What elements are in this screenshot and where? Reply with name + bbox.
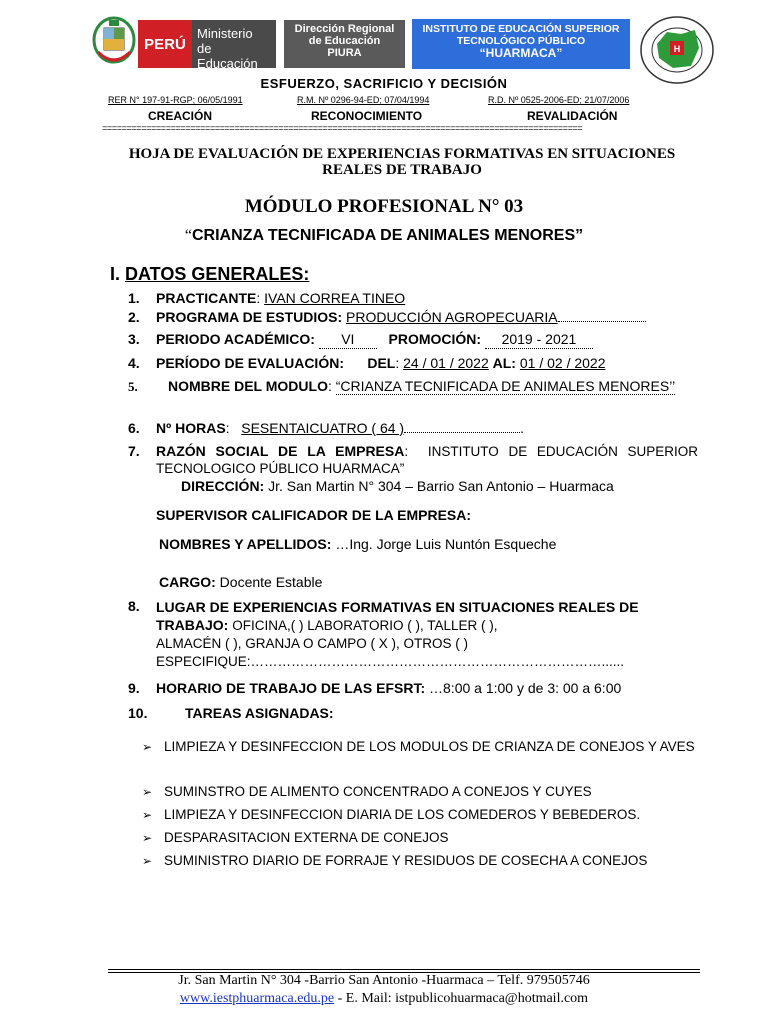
field-label: NOMBRES Y APELLIDOS: <box>159 536 332 552</box>
field-tareas <box>128 705 334 722</box>
field-number: 7. <box>128 443 140 459</box>
inst-line3: “HUARMACA” <box>479 46 563 60</box>
field-value-options-1: OFICINA,( ) LABORATORIO ( ), TALLER ( ), <box>232 618 498 633</box>
module-name-quote: “ <box>184 227 192 244</box>
task-text: SUMINISTRO DIARIO DE FORRAJE Y RESIDUOS DE COSECHA A CONEJOS <box>164 853 648 868</box>
field-number: 8. <box>128 598 140 614</box>
website-link[interactable]: www.iestphuarmaca.edu.pe <box>179 991 335 1006</box>
dre-piura-box <box>284 20 405 68</box>
field-label: PERÍODO DE EVALUACIÓN: <box>156 355 344 371</box>
footer-address: Jr. San Martin N° 304 -Barrio San Antonio -Huarmaca – Telf. 979505746 <box>178 973 590 988</box>
field-number: 4. <box>128 355 140 371</box>
motto: ESFUERZO, SACRIFICIO Y DECISIÓN <box>260 76 508 91</box>
field-label: CARGO: <box>159 574 216 590</box>
field-number: 6. <box>128 420 140 436</box>
field-label-al: AL: <box>492 355 516 371</box>
task-item <box>142 781 702 803</box>
field-nombre-modulo: 5. NOMBRE DEL MODULO: “CRIANZA TECNIFICADA DE ANIMALES MENORES’’ <box>128 378 676 394</box>
field-value: …8:00 a 1:00 y de 3: 00 a 6:00 <box>429 680 622 696</box>
field-number: 5. <box>128 379 138 394</box>
field-label: TAREAS ASIGNADAS: <box>185 705 334 721</box>
field-label: LUGAR DE EXPERIENCIAS FORMATIVAS EN SITUACIONES REALES DE TRABAJO: <box>156 599 639 633</box>
task-text: LIMPIEZA Y DESINFECCION DIARIA DE LOS COMEDEROS Y BEBEDEROS. <box>164 807 641 822</box>
field-value: PRODUCCIÓN AGROPECUARIA <box>346 309 558 325</box>
inst-line2: TECNOLÓGICO PÚBLICO <box>456 35 586 47</box>
ministerio-line2: de Educación <box>197 41 258 71</box>
field-label: NOMBRE DEL MODULO <box>168 378 328 394</box>
task-text: DESPARASITACION EXTERNA DE CONEJOS <box>164 830 449 845</box>
field-value: IVAN CORREA TINEO <box>264 290 406 306</box>
field-number: 1. <box>128 290 140 306</box>
field-direccion <box>181 478 614 495</box>
field-number: 9. <box>128 680 140 696</box>
arrow-bullet-icon: ➢ <box>142 854 153 868</box>
peru-ministerio-logo <box>138 20 276 71</box>
task-item <box>142 850 702 872</box>
field-label: Nº HORAS <box>156 420 226 436</box>
dotted-fill <box>558 321 646 322</box>
peru-label: PERÚ <box>138 20 192 68</box>
field-value-promocion: 2019 - 2021 <box>485 331 593 349</box>
field-label: DIRECCIÓN: <box>181 478 265 494</box>
supervisor-heading <box>156 507 471 524</box>
section-heading-text: DATOS GENERALES: <box>125 264 310 284</box>
ministerio-line1: Ministerio <box>197 26 253 41</box>
dre-line2: de Educación <box>308 35 381 47</box>
document-title <box>112 146 692 178</box>
label-creacion: CREACIÓN <box>148 109 213 123</box>
field-number: 3. <box>128 331 140 347</box>
task-text: LIMPIEZA Y DESINFECCION DE LOS MODULOS DE CRIANZA DE CONEJOS Y AVES <box>164 739 695 754</box>
institute-box <box>412 19 630 69</box>
field-value: INSTITUTO DE EDUCACIÓN SUPERIOR TECNOLOGICO PÚBLICO HUARMACA” <box>156 444 699 476</box>
task-item <box>142 804 702 826</box>
task-item <box>142 736 702 758</box>
arrow-bullet-icon: ➢ <box>142 785 153 799</box>
field-value: SESENTAICUATRO ( 64 ) <box>241 420 405 436</box>
arrow-bullet-icon: ➢ <box>142 740 153 754</box>
inst-line1: INSTITUTO DE EDUCACIÓN SUPERIOR <box>422 23 620 35</box>
field-value: Docente Estable <box>219 574 323 590</box>
document-title-line2: REALES DE TRABAJO <box>322 162 482 178</box>
field-value: VI <box>319 331 377 349</box>
field-label: PROGRAMA DE ESTUDIOS: <box>156 309 343 325</box>
svg-text:H: H <box>673 44 681 54</box>
resolution-reconocimiento: R.M. Nº 0296-94-ED; 07/04/1994 <box>297 95 430 105</box>
field-periodo-evaluacion: 4. PERÍODO DE EVALUACIÓN: DEL: 24 / 01 / 2022 AL: 01 / 02 / 2022 <box>128 355 606 371</box>
module-number: MÓDULO PROFESIONAL N° 03 <box>244 196 524 217</box>
footer-email: - E. Mail: istpublicohuarmaca@hotmail.com <box>334 991 589 1006</box>
field-programa <box>128 309 646 326</box>
resolution-creacion: RER N° 197-91-RGP; 06/05/1991 <box>108 95 243 105</box>
field-value: “CRIANZA TECNIFICADA DE ANIMALES MENORES’’ <box>335 378 676 394</box>
section-roman: I. <box>110 264 126 284</box>
field-label: PRACTICANTE <box>156 290 257 306</box>
field-number: 2. <box>128 309 140 325</box>
arrow-bullet-icon: ➢ <box>142 808 153 822</box>
field-value: Jr. San Martin N° 304 – Barrio San Antonio – Huarmaca <box>268 478 614 494</box>
field-razon-social: 7. RAZÓN SOCIAL DE LA EMPRESA: INSTITUTO DE EDUCACIÓN SUPERIOR TECNOLOGICO PÚBLICO HUARMACA” <box>128 443 699 476</box>
field-horas: 6. Nº HORAS: SESENTAICUATRO ( 64 ) . <box>128 420 524 436</box>
field-practicante: 1. PRACTICANTE: IVAN CORREA TINEO <box>128 290 406 306</box>
field-label: PERIODO ACADÉMICO: <box>156 331 315 347</box>
field-label-del: DEL <box>367 355 396 371</box>
supervisor-heading-text: SUPERVISOR CALIFICADOR DE LA EMPRESA: <box>156 507 472 523</box>
field-value-al: 01 / 02 / 2022 <box>519 355 606 371</box>
resolution-revalidacion: R.D. Nº 0525-2006-ED; 21/07/2006 <box>488 95 630 105</box>
field-horario <box>128 680 621 697</box>
ministerio-label <box>192 20 276 71</box>
section-heading <box>110 264 309 285</box>
field-lugar <box>128 598 698 671</box>
dre-line3: PIURA <box>327 47 362 59</box>
field-number: 10. <box>128 705 148 721</box>
module-name <box>0 227 768 245</box>
peru-coat-of-arms-icon <box>92 16 136 68</box>
field-value: …Ing. Jorge Luis Nuntón Esqueche <box>335 536 557 552</box>
field-label-promocion: PROMOCIÓN: <box>388 331 482 347</box>
arrow-bullet-icon: ➢ <box>142 831 153 845</box>
label-revalidacion: REVALIDACIÓN <box>527 109 618 123</box>
footer-contact <box>0 991 768 1007</box>
separator-line: ================================================================================================== <box>102 124 583 134</box>
document-title-line1: HOJA DE EVALUACIÓN DE EXPERIENCIAS FORMATIVAS EN SITUACIONES <box>128 146 676 162</box>
label-reconocimiento: RECONOCIMIENTO <box>311 109 423 123</box>
field-periodo-academico <box>128 331 593 349</box>
field-label: RAZÓN SOCIAL DE LA EMPRESA <box>156 443 405 459</box>
field-cargo <box>159 574 322 591</box>
field-value-especifique: ESPECIFIQUE:……………………………………………………………………...... <box>156 654 625 669</box>
field-nombres <box>159 536 556 553</box>
field-label: HORARIO DE TRABAJO DE LAS EFSRT: <box>156 680 426 696</box>
task-item <box>142 827 702 849</box>
dotted-fill <box>404 432 520 433</box>
field-value-options-2: ALMACÉN ( ), GRANJA O CAMPO ( X ), OTROS ( ) <box>156 636 469 651</box>
field-value-del: 24 / 01 / 2022 <box>403 355 489 371</box>
footer-divider <box>108 969 700 970</box>
dre-line1: Dirección Regional <box>294 23 395 35</box>
task-text: SUMINSTRO DE ALIMENTO CONCENTRADO A CONEJOS Y CUYES <box>164 784 592 799</box>
module-name-text: CRIANZA TECNIFICADA DE ANIMALES MENORES” <box>192 227 584 244</box>
